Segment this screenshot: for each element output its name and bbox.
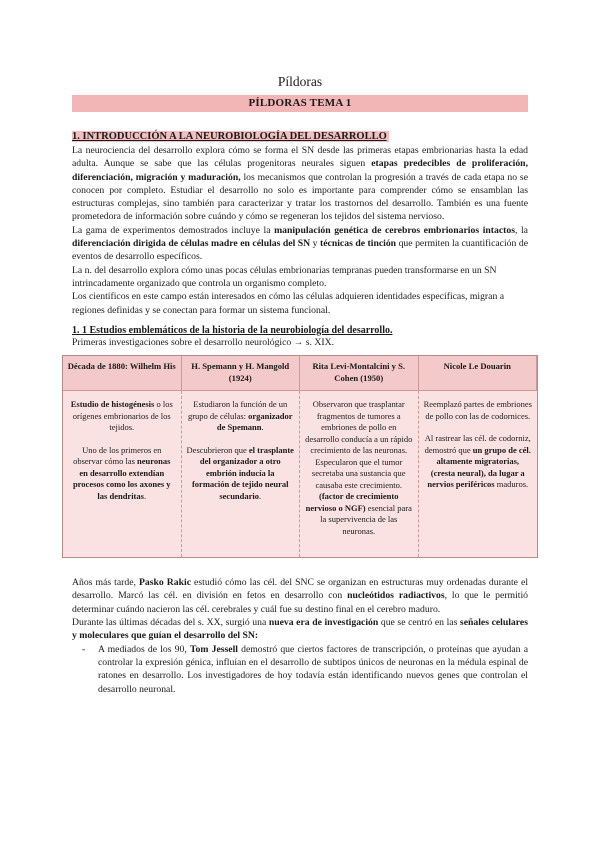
new-era-paragraph: Durante las últimas décadas del s. XX, surgió una nueva era de investigación que se centró en las señales celulares y moleculares que guían el desarrollo del SN: xyxy=(72,617,528,642)
list-item xyxy=(72,643,528,696)
lower-text xyxy=(72,576,528,696)
table-cell-le-douarin: Reemplazó partes de embriones de pollo con las de codornices. Al rastrear las cél. de codorniz, demostró que un grupo de cél. altamente migratorias, (cresta neural), da lugar a nervios periféricos maduros. xyxy=(419,391,538,557)
intro-paragraph-2: La gama de experimentos demostrados incluye la manipulación genética de cerebros embrionarios intactos, la diferenciación dirigida de células madre en células del SN y técnicas de tinción que permiten la cuantificación de eventos de desarrollo específicos. xyxy=(72,224,529,263)
subsection-heading-history: 1. 1 Estudios emblemáticos de la historia de la neurobiología del desarrollo. xyxy=(72,324,393,336)
subsection-intro: Primeras investigaciones sobre el desarrollo neurológico → s. XIX. xyxy=(72,336,335,348)
table-cell-spemann: Estudiaron la función de un grupo de células: organizador de Spemann. Descubrieron que el trasplante del organizador a otro embrión inducía la formación de tejido neural secundario. xyxy=(182,391,301,557)
topic-banner: PÍLDORAS TEMA 1 xyxy=(72,95,528,112)
history-table xyxy=(62,355,538,558)
intro-paragraph-3: La n. del desarrollo explora cómo unas pocas células embrionarias tempranas pueden transformarse en un SN intrincadamente organizado que controla un organismo completo. xyxy=(72,264,497,289)
table-header-his: Década de 1880: Wilhelm His xyxy=(63,356,182,391)
document-title: Píldoras xyxy=(277,74,323,89)
list-item-text: A mediados de los 90, Tom Jessell demostró que ciertos factores de transcripción, o proteínas que ayudan a controlar la expresión génica, influían en el desarrollo de subtipos únicos de neuronas en la médula espinal de ratones en desarrollo. Los investigadores de hoy todavía están identificando nuevos genes que controlan el desarrollo neuronal. xyxy=(98,643,528,695)
rakic-paragraph: Años más tarde, Pasko Rakic estudió cómo las cél. del SNC se organizan en estructuras muy ordenadas durante el desarrollo. Marcó las cél. en división en fetos en desarrollo con nucleótidos radiactivos, lo que le permitió determinar cuándo nacieron las cél. cerebrales y cuál fue su destino final en el cerebro maduro. xyxy=(72,577,529,615)
document-page xyxy=(67,72,532,696)
table-header-le-douarin: Nicole Le Douarin xyxy=(419,356,538,391)
table-header-levi-montalcini: Rita Levi-Montalcini y S. Cohen (1950) xyxy=(300,356,419,391)
table-header-spemann: H. Spemann y H. Mangold (1924) xyxy=(182,356,301,391)
list-bullet: - xyxy=(82,643,86,655)
intro-paragraph-1: La neurociencia del desarrollo explora cómo se forma el SN desde las primeras etapas embrionarias hasta la edad adulta. Aunque se sabe que las células progenitoras neurales siguen etapas predecibles de proliferación, diferenciación, migración y maduración, los mecanismos que controlan la progresión a través de cada etapa no se conocen por completo. Estudiar el desarrollo no solo es importante para comprender cómo se ensamblan las estructuras complejas, sino también para caracterizar y tratar los trastornos del desarrollo. También es una fuente prometedora de información sobre cuándo y cómo se regeneran los tejidos del sistema nervioso. xyxy=(72,145,528,223)
section-heading-intro: 1. INTRODUCCIÓN A LA NEUROBIOLOGÍA DEL DESARROLLO xyxy=(72,131,387,142)
table-cell-his: Estudio de histogénesis o los orígenes embrionarios de los tejidos. Uno de los primeros en observar cómo las neuronas en desarrollo extendían procesos como los axones y las dendritas. xyxy=(63,391,182,557)
table-cell-levi-montalcini: Observaron que trasplantar fragmentos de tumores a embriones de pollo en desarrollo conducía a un rápido crecimiento de las neuronas. Especularon que el tumor secretaba una sustancia que causaba este crecimiento. (factor de crecimiento nervioso o NGF) esencial para la supervivencia de las neuronas. xyxy=(300,391,419,557)
intro-paragraph-4: Los científicos en este campo están interesados en cómo las células adquieren identidades específicas, migran a regiones definidas y se conectan para formar un sistema funcional. xyxy=(72,291,505,316)
